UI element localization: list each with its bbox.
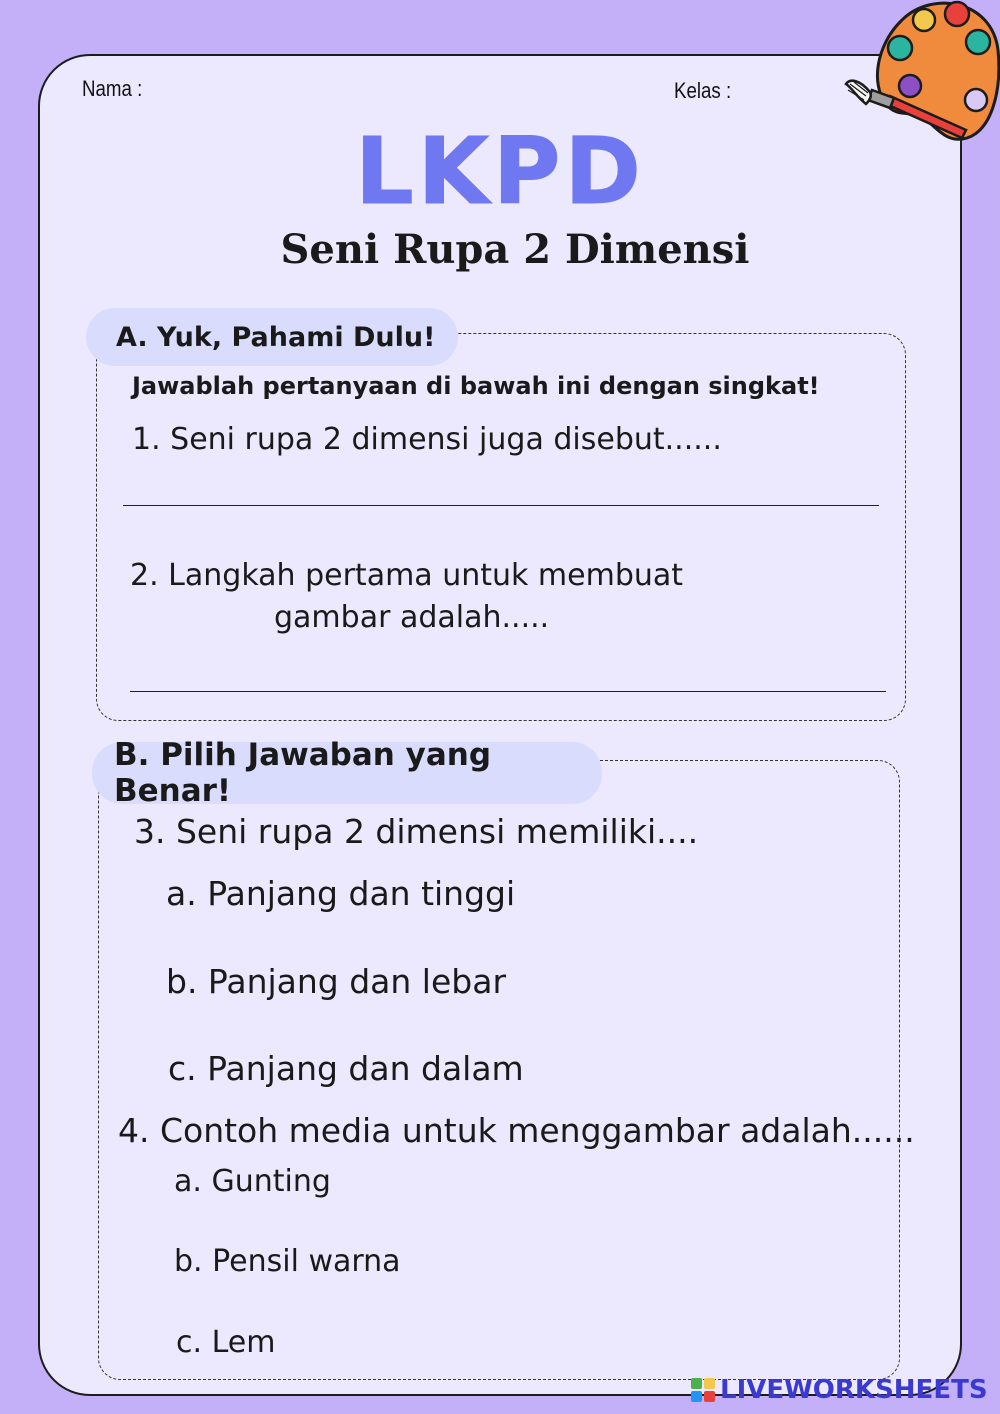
worksheet-title: LKPD: [355, 118, 645, 225]
worksheet-subtitle: Seni Rupa 2 Dimensi: [280, 226, 750, 273]
q3-option-c[interactable]: c. Panjang dan dalam: [168, 1049, 524, 1088]
kelas-label: Kelas :: [674, 78, 732, 103]
liveworksheets-brand[interactable]: [690, 1374, 988, 1406]
answer-line-1[interactable]: [123, 505, 879, 506]
section-a-instruction: Jawablah pertanyaan di bawah ini dengan singkat!: [132, 372, 820, 400]
nama-label: Nama :: [82, 76, 143, 101]
liveworksheets-logo-icon: [690, 1377, 716, 1403]
question-2-line1: 2. Langkah pertama untuk membuat: [130, 558, 684, 593]
q4-option-b[interactable]: b. Pensil warna: [174, 1244, 401, 1279]
q4-option-c[interactable]: c. Lem: [176, 1325, 276, 1360]
q3-option-b[interactable]: b. Panjang dan lebar: [166, 962, 507, 1001]
question-1: 1. Seni rupa 2 dimensi juga disebut......: [132, 422, 722, 457]
question-4: 4. Contoh media untuk menggambar adalah......: [118, 1111, 915, 1150]
q3-option-a[interactable]: a. Panjang dan tinggi: [166, 874, 516, 913]
question-3: 3. Seni rupa 2 dimensi memiliki....: [134, 812, 699, 851]
section-a-heading: A. Yuk, Pahami Dulu!: [86, 308, 458, 366]
q4-option-a[interactable]: a. Gunting: [174, 1164, 331, 1199]
question-2-line2: gambar adalah.....: [274, 600, 550, 635]
answer-line-2[interactable]: [130, 691, 886, 692]
section-b-heading: B. Pilih Jawaban yang Benar!: [92, 742, 602, 804]
liveworksheets-brand-text: LIVEWORKSHEETS: [720, 1375, 988, 1405]
